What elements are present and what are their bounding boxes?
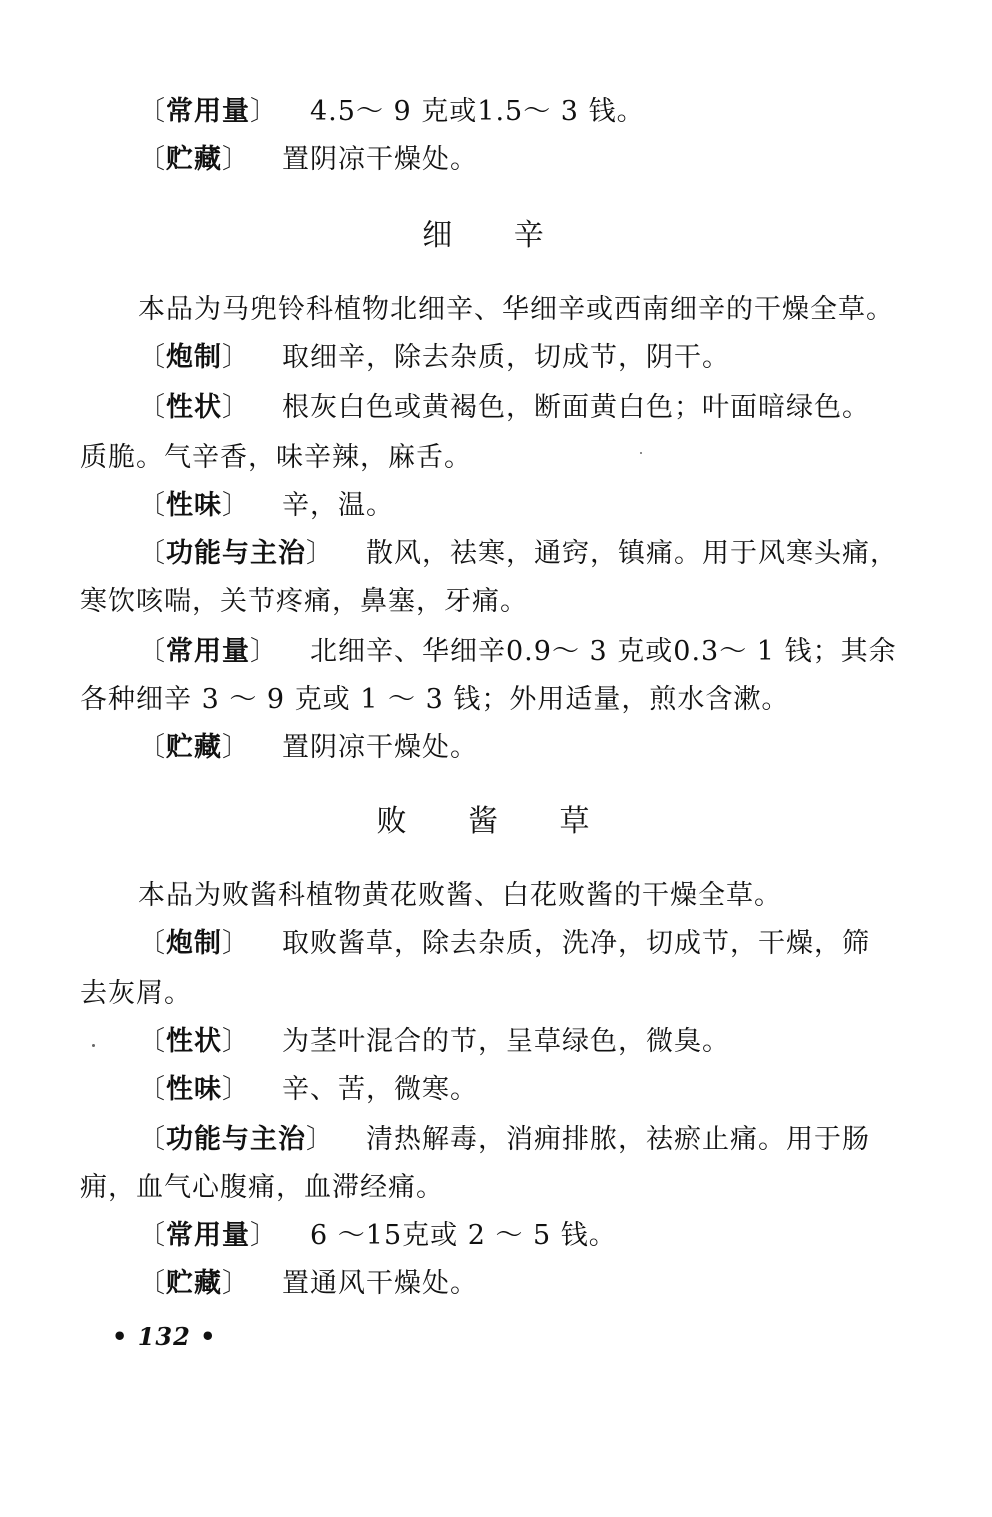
entry-title-baijiangcao: 败 酱 草 — [376, 804, 616, 839]
field-label: 贮藏 — [166, 1268, 222, 1299]
xixin-function: 〔功能与主治〕 散风，祛寒，通窍，镇痛。用于风寒头痛， — [138, 538, 898, 569]
xixin-processing: 〔炮制〕 取细辛，除去杂质，切成节，阴干。 — [138, 342, 730, 373]
top-dosage-line: 〔常用量〕 4.5～ 9 克或1.5～ 3 钱。 — [138, 96, 645, 127]
field-text: 北细辛、华细辛0.9～ 3 克或0.3～ 1 钱；其余 — [310, 636, 897, 667]
xixin-function-cont: 寒饮咳喘，关节疼痛，鼻塞，牙痛。 — [80, 586, 528, 617]
field-text: 根灰白色或黄褐色，断面黄白色；叶面暗绿色。 — [282, 392, 870, 423]
field-text: 置阴凉干燥处。 — [282, 732, 478, 763]
field-text: 取细辛，除去杂质，切成节，阴干。 — [282, 342, 730, 373]
field-label: 炮制 — [166, 928, 222, 959]
field-label: 性味 — [166, 1074, 222, 1105]
baijiangcao-appearance: 〔性状〕 为茎叶混合的节，呈草绿色，微臭。 — [138, 1026, 730, 1057]
entry-title-xixin: 细 辛 — [422, 218, 570, 253]
field-text: 置阴凉干燥处。 — [282, 144, 478, 175]
xixin-nature: 〔性味〕 辛，温。 — [138, 490, 394, 521]
field-label: 功能与主治 — [166, 1124, 306, 1155]
xixin-intro: 本品为马兜铃科植物北细辛、华细辛或西南细辛的干燥全草。 — [138, 294, 894, 325]
baijiangcao-dosage: 〔常用量〕 6 ～15克或 2 ～ 5 钱。 — [138, 1220, 617, 1251]
field-label: 贮藏 — [166, 732, 222, 763]
field-text: 散风，祛寒，通窍，镇痛。用于风寒头痛， — [366, 538, 898, 569]
baijiangcao-processing: 〔炮制〕 取败酱草，除去杂质，洗净，切成节，干燥，筛 — [138, 928, 870, 959]
xixin-storage: 〔贮藏〕 置阴凉干燥处。 — [138, 732, 478, 763]
field-text: 4.5～ 9 克或1.5～ 3 钱。 — [310, 96, 645, 127]
field-text: 6 ～15克或 2 ～ 5 钱。 — [310, 1220, 617, 1251]
baijiangcao-processing-cont: 去灰屑。 — [80, 978, 192, 1009]
field-label: 炮制 — [166, 342, 222, 373]
field-label: 性味 — [166, 490, 222, 521]
field-label: 常用量 — [166, 636, 250, 667]
field-text: 取败酱草，除去杂质，洗净，切成节，干燥，筛 — [282, 928, 870, 959]
field-label: 常用量 — [166, 96, 250, 127]
top-storage-line: 〔贮藏〕 置阴凉干燥处。 — [138, 144, 478, 175]
field-text: 辛，温。 — [282, 490, 394, 521]
field-text: 辛、苦，微寒。 — [282, 1074, 478, 1105]
field-text: 清热解毒，消痈排脓，祛瘀止痛。用于肠 — [366, 1124, 870, 1155]
field-label: 常用量 — [166, 1220, 250, 1251]
baijiangcao-intro: 本品为败酱科植物黄花败酱、白花败酱的干燥全草。 — [138, 880, 782, 911]
field-label: 贮藏 — [166, 144, 222, 175]
xixin-appearance-cont: 质脆。气辛香，味辛辣，麻舌。 — [80, 442, 472, 473]
field-text: 为茎叶混合的节，呈草绿色，微臭。 — [282, 1026, 730, 1057]
xixin-dosage-cont: 各种细辛 3 ～ 9 克或 1 ～ 3 钱；外用适量，煎水含漱。 — [80, 684, 790, 715]
field-label: 性状 — [166, 1026, 222, 1057]
baijiangcao-function: 〔功能与主治〕 清热解毒，消痈排脓，祛瘀止痛。用于肠 — [138, 1124, 870, 1155]
field-label: 性状 — [166, 392, 222, 423]
baijiangcao-function-cont: 痈，血气心腹痛，血滞经痛。 — [80, 1172, 444, 1203]
scan-speck — [640, 452, 642, 454]
scan-speck — [92, 1044, 95, 1047]
page-number: • 132 • — [112, 1322, 217, 1351]
xixin-dosage: 〔常用量〕 北细辛、华细辛0.9～ 3 克或0.3～ 1 钱；其余 — [138, 636, 897, 667]
baijiangcao-nature: 〔性味〕 辛、苦，微寒。 — [138, 1074, 478, 1105]
field-text: 置通风干燥处。 — [282, 1268, 478, 1299]
field-label: 功能与主治 — [166, 538, 306, 569]
baijiangcao-storage: 〔贮藏〕 置通风干燥处。 — [138, 1268, 478, 1299]
xixin-appearance: 〔性状〕 根灰白色或黄褐色，断面黄白色；叶面暗绿色。 — [138, 392, 870, 423]
